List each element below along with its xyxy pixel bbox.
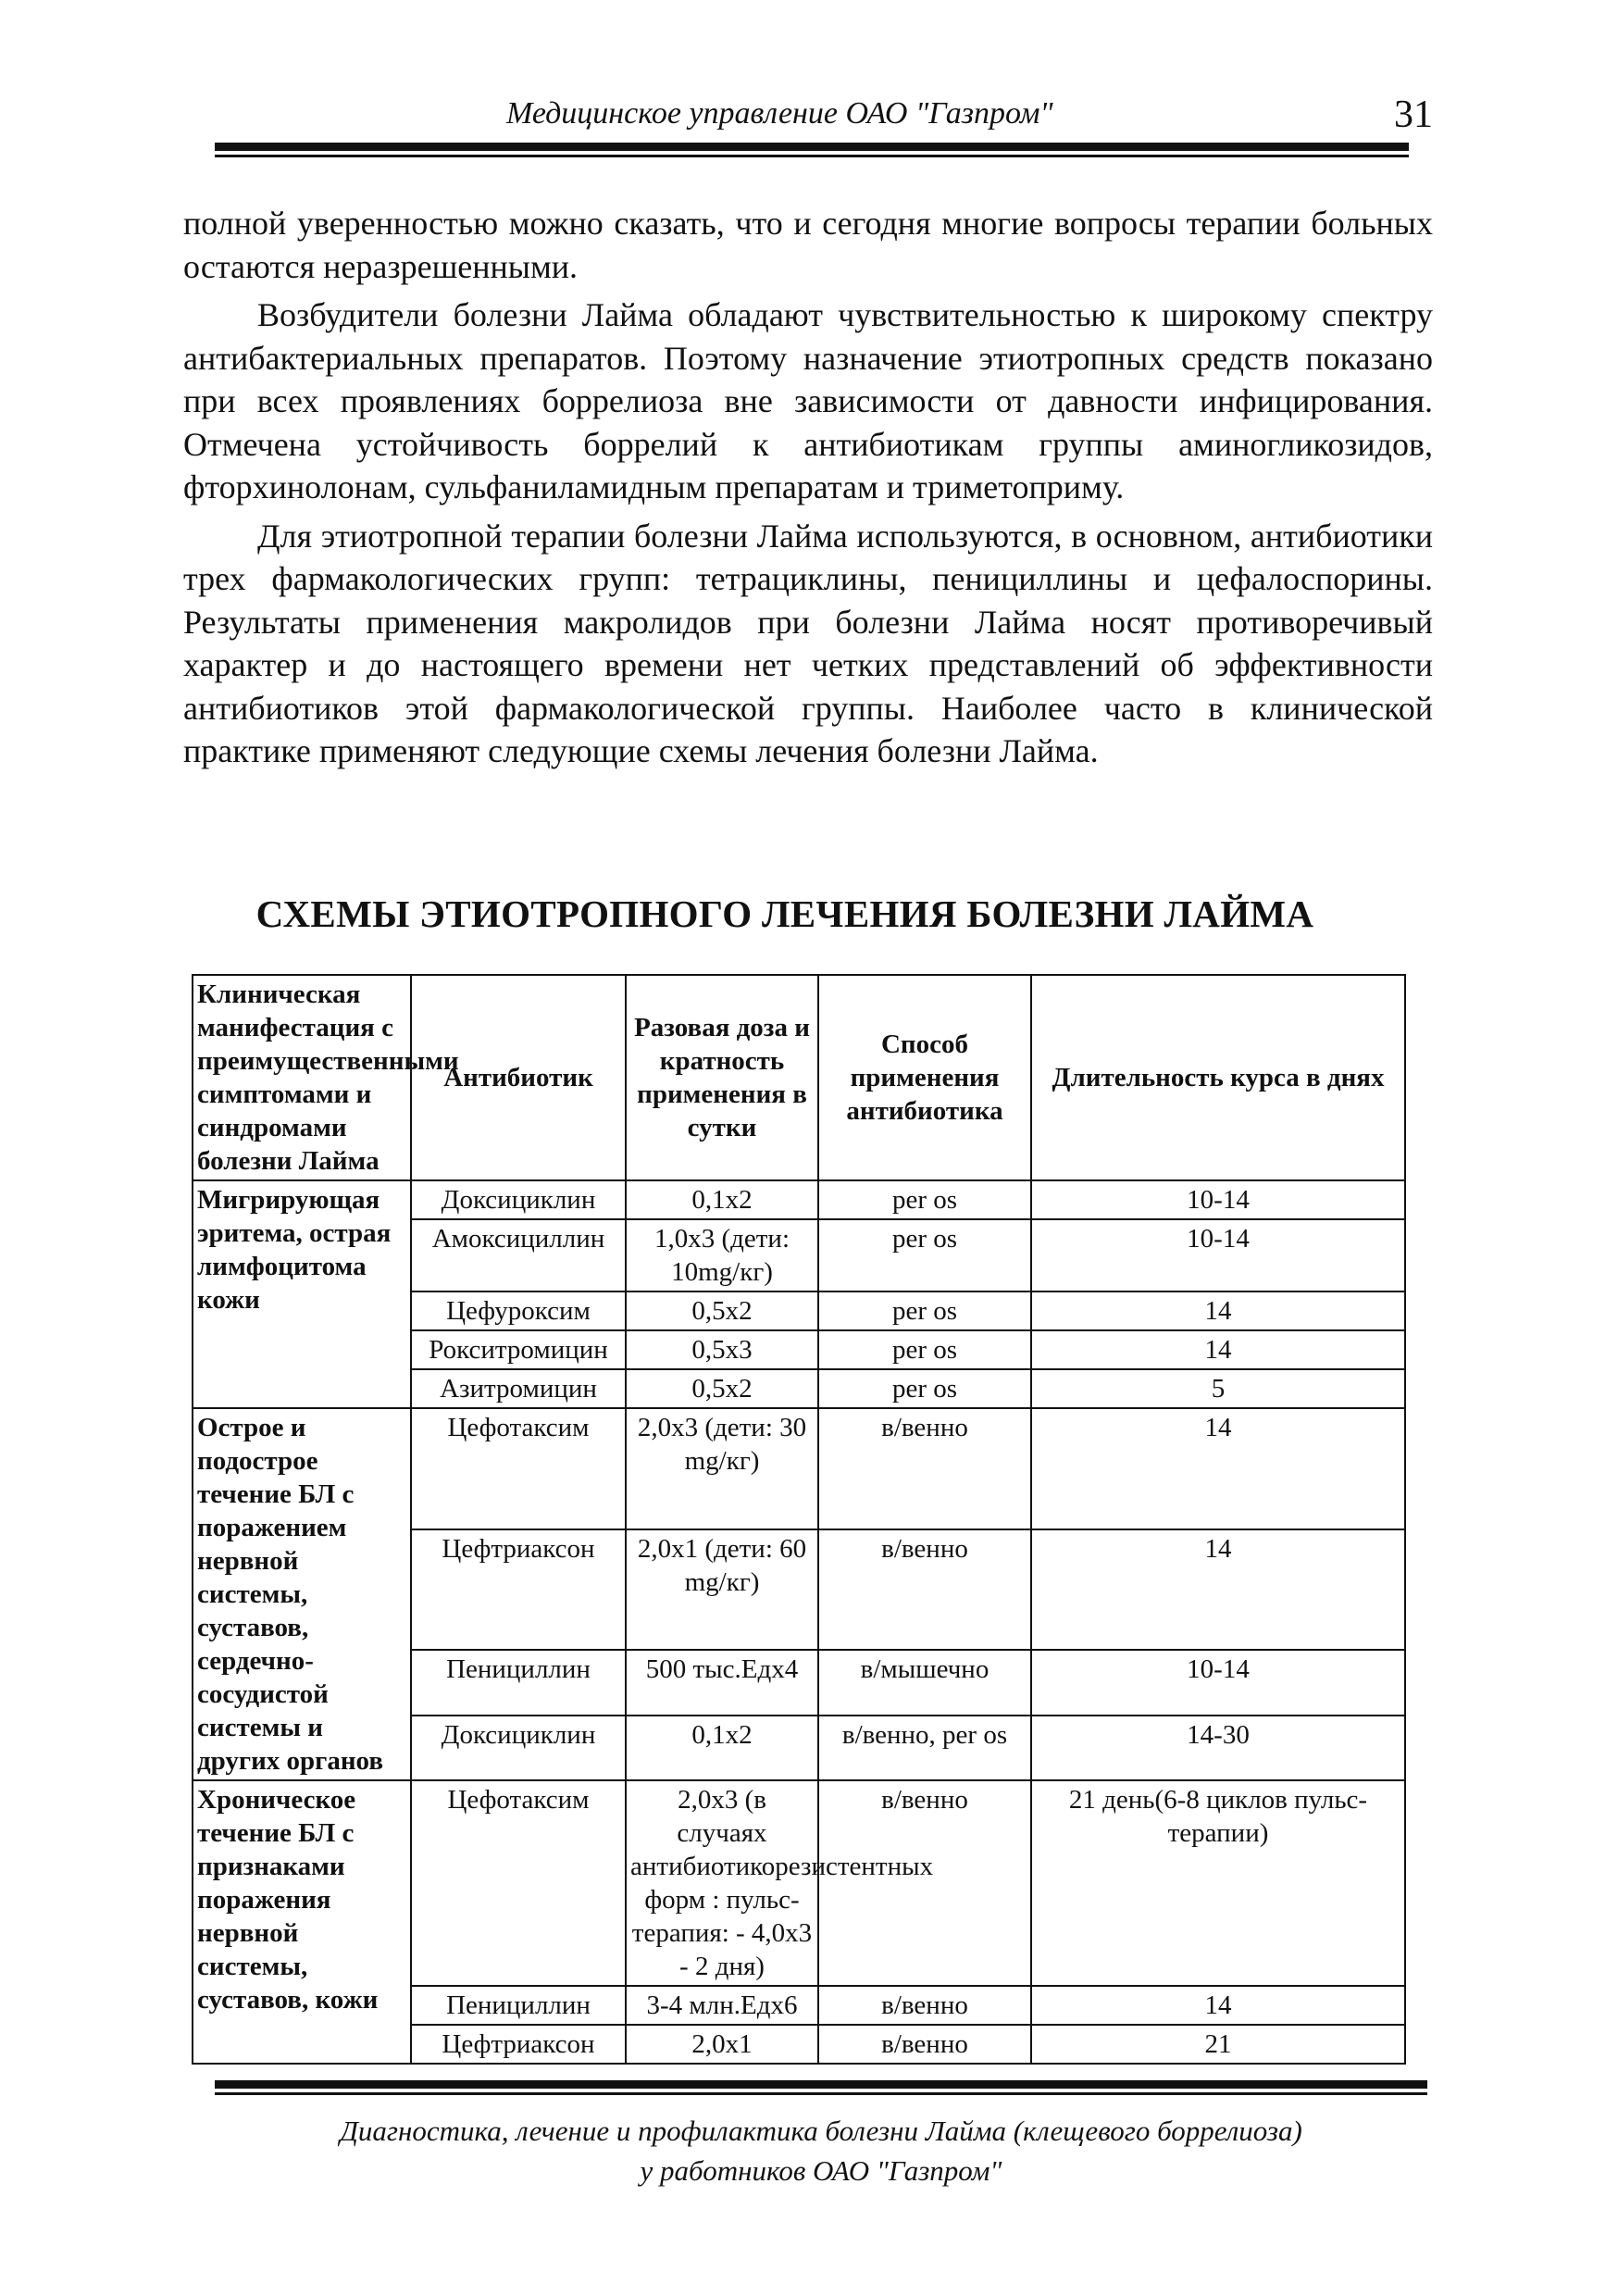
route-cell: в/венно	[818, 1780, 1031, 1986]
duration-cell: 21 день(6-8 циклов пульс-терапии)	[1031, 1780, 1405, 1986]
route-cell: per os	[818, 1292, 1031, 1330]
paragraph-1: полной уверенностью можно сказать, что и сегодня многие вопросы терапии больных остаются неразрешенными.	[183, 205, 1433, 285]
dose-cell: 0,5х2	[626, 1369, 818, 1408]
footer-line-1: Диагностика, лечение и профилактика болезни Лайма (клещевого боррелиоза)	[340, 2115, 1302, 2147]
route-cell: per os	[818, 1180, 1031, 1219]
dose-cell: 0,1х2	[626, 1716, 818, 1780]
footer-rule	[215, 2080, 1427, 2089]
dose-cell: 0,5х3	[626, 1330, 818, 1369]
section-title: СХЕМЫ ЭТИОТРОПНОГО ЛЕЧЕНИЯ БОЛЕЗНИ ЛАЙМА	[255, 892, 1314, 935]
duration-cell: 14	[1031, 1529, 1405, 1651]
page-header	[215, 96, 1433, 137]
manifestation-cell: Острое и подострое течение БЛ с поражением нервной системы, суставов, сердечно-сосудистой системы и других органов	[193, 1408, 411, 1780]
manifestation-cell: Хроническое течение БЛ с признаками поражения нервной системы, суставов, кожи	[193, 1780, 411, 2064]
duration-cell: 14	[1031, 1408, 1405, 1529]
dose-cell: 2,0х1 (дети: 60 mg/кг)	[626, 1529, 818, 1651]
dose-cell: 2,0х1	[626, 2025, 818, 2064]
dose-cell: 500 тыс.Едх4	[626, 1650, 818, 1715]
col-header-antibiotic: Антибиотик	[411, 975, 626, 1180]
antibiotic-cell: Цефотаксим	[411, 1408, 626, 1529]
duration-cell: 10-14	[1031, 1180, 1405, 1219]
footer-rule-thin	[215, 2092, 1427, 2095]
antibiotic-cell: Цефтриаксон	[411, 1529, 626, 1651]
duration-cell: 14-30	[1031, 1716, 1405, 1780]
col-header-manifestation: Клиническая манифестация с преимущественными симптомами и синдромами болезни Лайма	[193, 975, 411, 1180]
route-cell: per os	[818, 1330, 1031, 1369]
route-cell: per os	[818, 1369, 1031, 1408]
paragraph-2: Возбудители болезни Лайма обладают чувствительностью к широкому спектру антибактериальных препаратов. Поэтому назначение этиотропных средств показано при всех проявлениях боррелиоза вне зависимости от давности инфицирования. Отмечена устойчивость боррелий к антибиотикам группы аминогликозидов, фторхинолонам, сульфаниламидным препаратам и триметоприму.	[183, 296, 1433, 505]
table-row	[193, 1408, 1405, 1529]
antibiotic-cell: Цефуроксим	[411, 1292, 626, 1330]
table-row	[193, 1780, 1405, 1986]
duration-cell: 10-14	[1031, 1219, 1405, 1292]
duration-cell: 10-14	[1031, 1650, 1405, 1715]
page-number: 31	[1394, 94, 1433, 136]
route-cell: в/венно	[818, 1408, 1031, 1529]
table-row	[193, 1180, 1405, 1219]
manifestation-cell: Мигрирующая эритема, острая лимфоцитома кожи	[193, 1180, 411, 1408]
treatment-schemes-table	[192, 974, 1406, 2065]
antibiotic-cell: Рокситромицин	[411, 1330, 626, 1369]
col-header-duration: Длительность курса в днях	[1031, 975, 1405, 1180]
dose-cell: 0,1х2	[626, 1180, 818, 1219]
route-cell: в/венно	[818, 1986, 1031, 2025]
duration-cell: 14	[1031, 1330, 1405, 1369]
antibiotic-cell: Цефтриаксон	[411, 2025, 626, 2064]
duration-cell: 5	[1031, 1369, 1405, 1408]
route-cell: в/венно, per os	[818, 1716, 1031, 1780]
body-text	[183, 202, 1433, 773]
table-header-row	[193, 975, 1405, 1180]
footer-line-2: у работников ОАО "Газпром"	[640, 2154, 1002, 2187]
duration-cell: 21	[1031, 2025, 1405, 2064]
antibiotic-cell: Пенициллин	[411, 1986, 626, 2025]
antibiotic-cell: Азитромицин	[411, 1369, 626, 1408]
route-cell: в/венно	[818, 1529, 1031, 1651]
antibiotic-cell: Доксициклин	[411, 1716, 626, 1780]
header-rule-thin	[215, 155, 1409, 157]
dose-cell: 0,5х2	[626, 1292, 818, 1330]
route-cell: в/венно	[818, 2025, 1031, 2064]
duration-cell: 14	[1031, 1986, 1405, 2025]
header-title: Медицинское управление ОАО "Газпром"	[506, 96, 1053, 131]
antibiotic-cell: Доксициклин	[411, 1180, 626, 1219]
col-header-dose: Разовая доза и кратность применения в сутки	[626, 975, 818, 1180]
antibiotic-cell: Пенициллин	[411, 1650, 626, 1715]
route-cell: per os	[818, 1219, 1031, 1292]
route-cell: в/мышечно	[818, 1650, 1031, 1715]
col-header-route: Способ применения антибиотика	[818, 975, 1031, 1180]
dose-cell: 3-4 млн.Едх6	[626, 1986, 818, 2025]
dose-cell: 1,0х3 (дети: 10mg/кг)	[626, 1219, 818, 1292]
antibiotic-cell: Амоксициллин	[411, 1219, 626, 1292]
antibiotic-cell: Цефотаксим	[411, 1780, 626, 1986]
page-footer	[215, 2111, 1427, 2190]
duration-cell: 14	[1031, 1292, 1405, 1330]
header-rule	[215, 143, 1409, 151]
dose-cell: 2,0х3 (в случаях антибиотикорезистентных форм : пульс-терапия: - 4,0х3 - 2 дня)	[626, 1780, 818, 1986]
paragraph-3: Для этиотропной терапии болезни Лайма используются, в основном, антибиотики трех фармакологических групп: тетрациклины, пенициллины и цефалоспорины. Результаты применения макролидов при болезни Лайма носят противоречивый характер и до настоящего времени нет четких представлений об эффективности антибиотиков этой фармакологической группы. Наиболее часто в клинической практике применяют следующие схемы лечения болезни Лайма.	[183, 517, 1433, 769]
dose-cell: 2,0х3 (дети: 30 mg/кг)	[626, 1408, 818, 1529]
